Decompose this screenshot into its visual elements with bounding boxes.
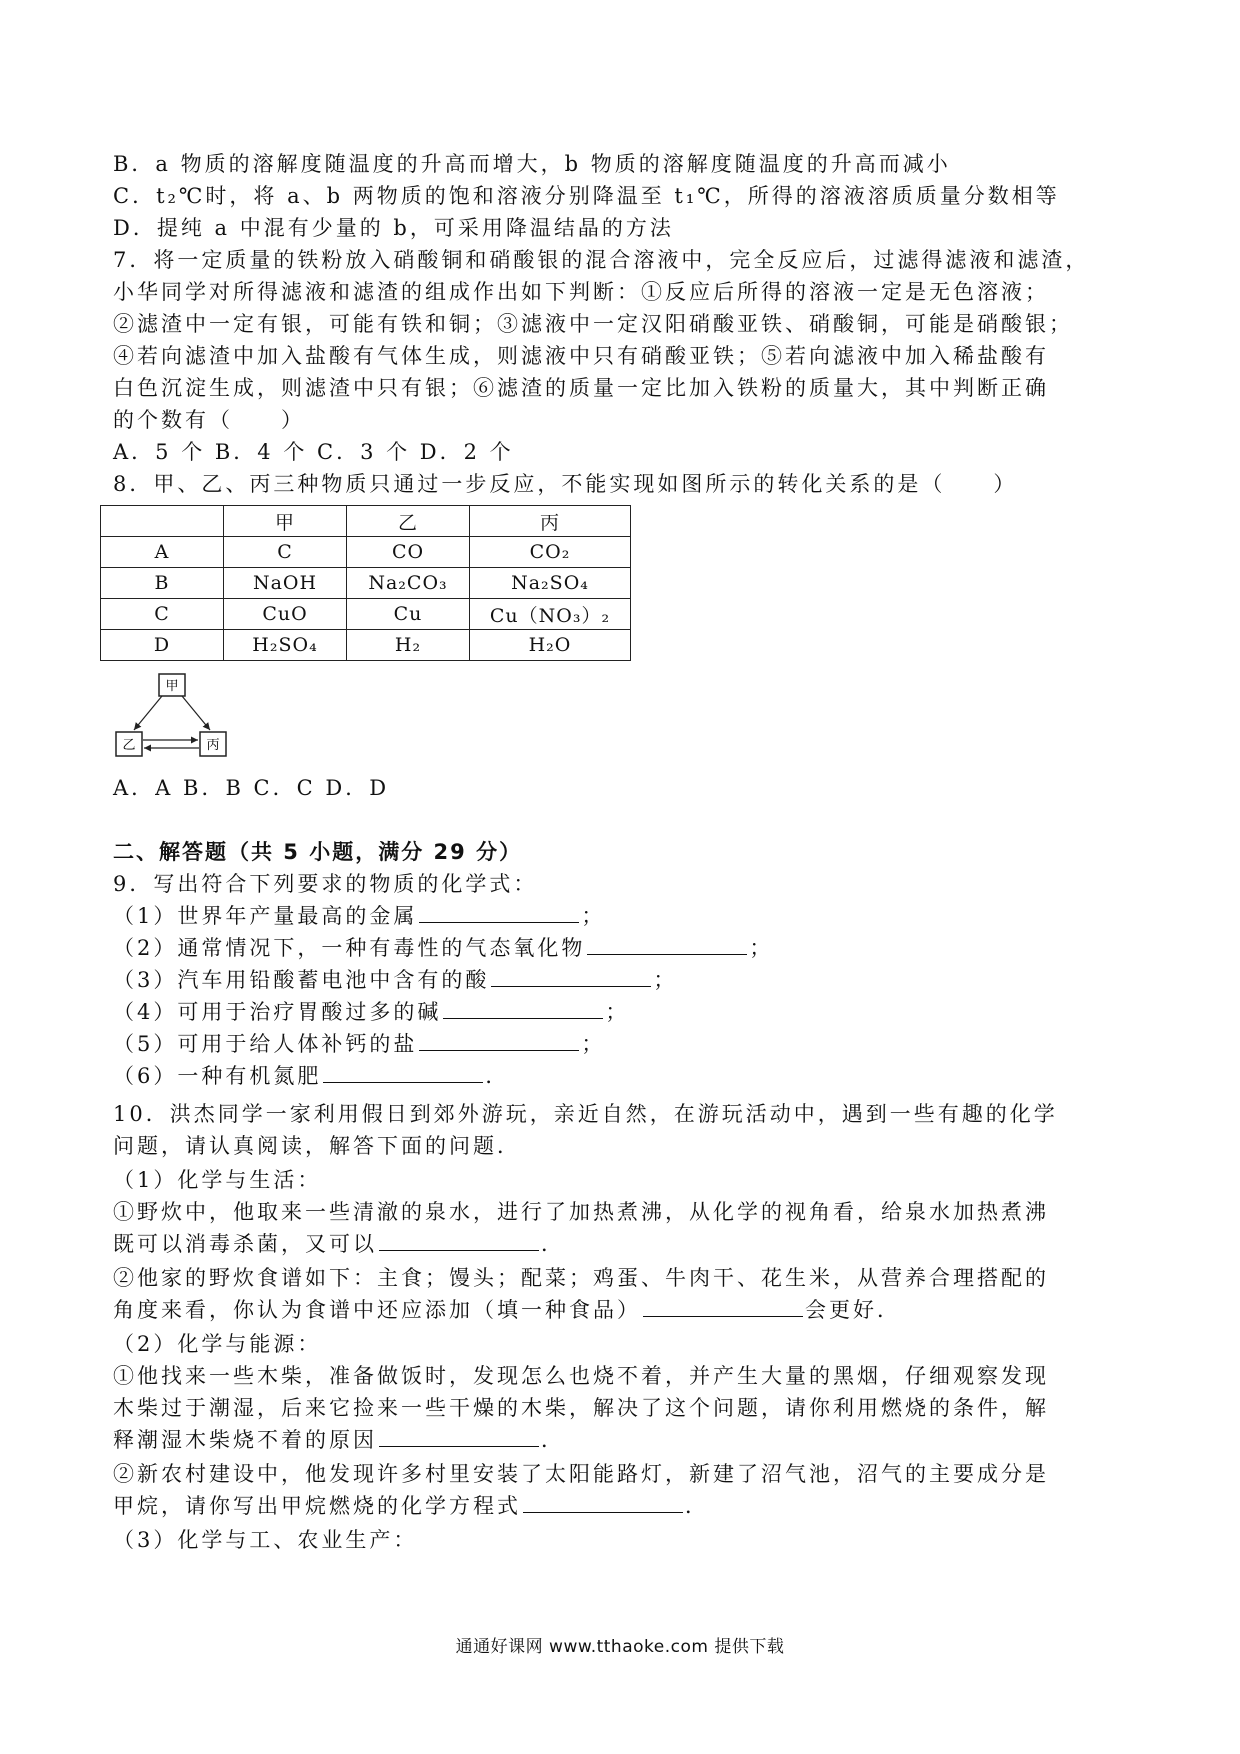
- q10-para-3c: [113, 1424, 1133, 1456]
- table-header-cell: 乙: [347, 506, 470, 537]
- q10-para-end: 会更好．: [805, 1298, 901, 1322]
- q9-item-end: ；: [581, 904, 606, 928]
- table-cell: H₂: [347, 630, 470, 661]
- answer-blank[interactable]: [419, 1028, 579, 1051]
- diagram-label-jia: 甲: [165, 679, 179, 694]
- q7-line-2: 小华同学对所得滤液和滤渣的组成作出如下判断：①反应后所得的溶液一定是无色溶液；: [113, 280, 1049, 304]
- answer-blank[interactable]: [443, 996, 603, 1019]
- q10-sub-2: （2）化学与能源：: [113, 1332, 322, 1356]
- q9-item-text: （6）一种有机氮肥: [113, 1064, 322, 1088]
- q9-item-text: （4）可用于治疗胃酸过多的碱: [113, 1000, 442, 1024]
- table-cell: H₂O: [470, 630, 631, 661]
- q10-para-end: ．: [541, 1232, 565, 1256]
- q9-item-1: [113, 900, 1133, 932]
- q10-para-end: ．: [685, 1494, 709, 1518]
- q8-stem: 8．甲、乙、丙三种物质只通过一步反应，不能实现如图所示的转化关系的是（ ）: [113, 472, 1018, 496]
- q6-option-d: D．提纯 a 中混有少量的 b，可采用降温结晶的方法: [113, 216, 674, 240]
- answer-blank[interactable]: [587, 932, 747, 955]
- transformation-diagram: [112, 670, 242, 765]
- table-row: [101, 630, 631, 661]
- q10-line-1: 10．洪杰同学一家利用假日到郊外游玩，亲近自然，在游玩活动中，遇到一些有趣的化学: [113, 1102, 1058, 1126]
- q9-stem: 9．写出符合下列要求的物质的化学式：: [113, 872, 538, 896]
- table-cell: Na₂CO₃: [347, 568, 470, 599]
- table-cell: C: [224, 537, 347, 568]
- q7-line-3: ②滤渣中一定有银，可能有铁和铜；③滤液中一定汉阳硝酸亚铁、硝酸铜，可能是硝酸银；: [113, 312, 1073, 336]
- q10-para-1b: [113, 1228, 1133, 1260]
- diagram-label-bing: 丙: [206, 738, 220, 753]
- q9-item-text: （5）可用于给人体补钙的盐: [113, 1032, 418, 1056]
- q10-para-2a: ②他家的野炊食谱如下：主食；馒头；配菜；鸡蛋、牛肉干、花生米，从营养合理搭配的: [113, 1266, 1049, 1290]
- q10-para-text: 既可以消毒杀菌，又可以: [113, 1232, 377, 1256]
- section-heading: 二、解答题（共 5 小题，满分 29 分）: [113, 840, 523, 864]
- q9-item-text: （2）通常情况下，一种有毒性的气态氧化物: [113, 936, 586, 960]
- q10-sub-1: （1）化学与生活：: [113, 1168, 322, 1192]
- table-cell: NaOH: [224, 568, 347, 599]
- q10-sub-3: （3）化学与工、农业生产：: [113, 1528, 418, 1552]
- q9-item-2: [113, 932, 1133, 964]
- arrow-jia-to-yi: [134, 696, 162, 730]
- q9-item-text: （3）汽车用铅酸蓄电池中含有的酸: [113, 968, 490, 992]
- table-cell: C: [101, 599, 224, 630]
- q9-item-end: ；: [653, 968, 678, 992]
- table-header-cell: 丙: [470, 506, 631, 537]
- q9-item-6: [113, 1060, 1133, 1092]
- q9-item-text: （1）世界年产量最高的金属: [113, 904, 418, 928]
- answer-blank[interactable]: [379, 1228, 539, 1251]
- q6-option-c: C．t₂℃时，将 a、b 两物质的饱和溶液分别降温至 t₁℃，所得的溶液溶质质量分数相等: [113, 184, 1060, 208]
- q8-options: A．A B．B C．C D．D: [113, 776, 390, 800]
- table-header-row: [101, 506, 631, 537]
- q9-item-end: ．: [485, 1064, 510, 1088]
- q10-para-1a: ①野炊中，他取来一些清澈的泉水，进行了加热煮沸，从化学的视角看，给泉水加热煮沸: [113, 1200, 1049, 1224]
- answer-blank[interactable]: [323, 1060, 483, 1083]
- q10-para-2b: [113, 1294, 1133, 1326]
- table-cell: A: [101, 537, 224, 568]
- q7-line-1: 7．将一定质量的铁粉放入硝酸铜和硝酸银的混合溶液中，完全反应后，过滤得滤液和滤渣，: [113, 248, 1090, 272]
- table-cell: Cu（NO₃）₂: [470, 599, 631, 630]
- table-cell: H₂SO₄: [224, 630, 347, 661]
- answer-blank[interactable]: [379, 1424, 539, 1447]
- q10-line-2: 问题，请认真阅读，解答下面的问题．: [113, 1134, 521, 1158]
- q7-line-6: 的个数有（ ）: [113, 408, 305, 432]
- q9-item-end: ；: [605, 1000, 630, 1024]
- q8-diagram: [112, 670, 242, 765]
- answer-blank[interactable]: [523, 1490, 683, 1513]
- table-cell: CO: [347, 537, 470, 568]
- q9-item-end: ；: [581, 1032, 606, 1056]
- q10-para-4a: ②新农村建设中，他发现许多村里安装了太阳能路灯，新建了沼气池，沼气的主要成分是: [113, 1462, 1049, 1486]
- table-cell: CO₂: [470, 537, 631, 568]
- table-cell: D: [101, 630, 224, 661]
- table-row: [101, 599, 631, 630]
- q10-para-4b: [113, 1490, 1133, 1522]
- answer-blank[interactable]: [419, 900, 579, 923]
- answer-blank[interactable]: [643, 1294, 803, 1317]
- table-header-cell: 甲: [224, 506, 347, 537]
- q10-para-text: 释潮湿木柴烧不着的原因: [113, 1428, 377, 1452]
- diagram-label-yi: 乙: [122, 738, 136, 753]
- q6-option-b: B．a 物质的溶解度随温度的升高而增大，b 物质的溶解度随温度的升高而减小: [113, 152, 951, 176]
- q9-item-end: ；: [749, 936, 774, 960]
- q7-line-5: 白色沉淀生成，则滤渣中只有银；⑥滤渣的质量一定比加入铁粉的质量大，其中判断正确: [113, 376, 1049, 400]
- table-cell: B: [101, 568, 224, 599]
- table-cell: Cu: [347, 599, 470, 630]
- table-row: [101, 568, 631, 599]
- q9-item-5: [113, 1028, 1133, 1060]
- q10-para-text: 甲烷，请你写出甲烷燃烧的化学方程式: [113, 1494, 521, 1518]
- table-cell: Na₂SO₄: [470, 568, 631, 599]
- q10-para-3b: 木柴过于潮湿，后来它捡来一些干燥的木柴，解决了这个问题，请你利用燃烧的条件，解: [113, 1396, 1049, 1420]
- answer-blank[interactable]: [491, 964, 651, 987]
- q7-options: A．5 个 B．4 个 C．3 个 D．2 个: [113, 440, 514, 464]
- q7-line-4: ④若向滤渣中加入盐酸有气体生成，则滤液中只有硝酸亚铁；⑤若向滤液中加入稀盐酸有: [113, 344, 1049, 368]
- q8-table: [100, 505, 631, 661]
- page-footer: 通通好课网 www.tthaoke.com 提供下载: [455, 1637, 785, 1657]
- q9-item-3: [113, 964, 1133, 996]
- table-row: [101, 537, 631, 568]
- table-header-cell: [101, 506, 224, 537]
- q9-item-4: [113, 996, 1133, 1028]
- arrow-jia-to-bing: [182, 696, 210, 730]
- table-cell: CuO: [224, 599, 347, 630]
- q10-para-3a: ①他找来一些木柴，准备做饭时，发现怎么也烧不着，并产生大量的黑烟，仔细观察发现: [113, 1364, 1049, 1388]
- q10-para-end: ．: [541, 1428, 565, 1452]
- q10-para-text: 角度来看，你认为食谱中还应添加（填一种食品）: [113, 1298, 641, 1322]
